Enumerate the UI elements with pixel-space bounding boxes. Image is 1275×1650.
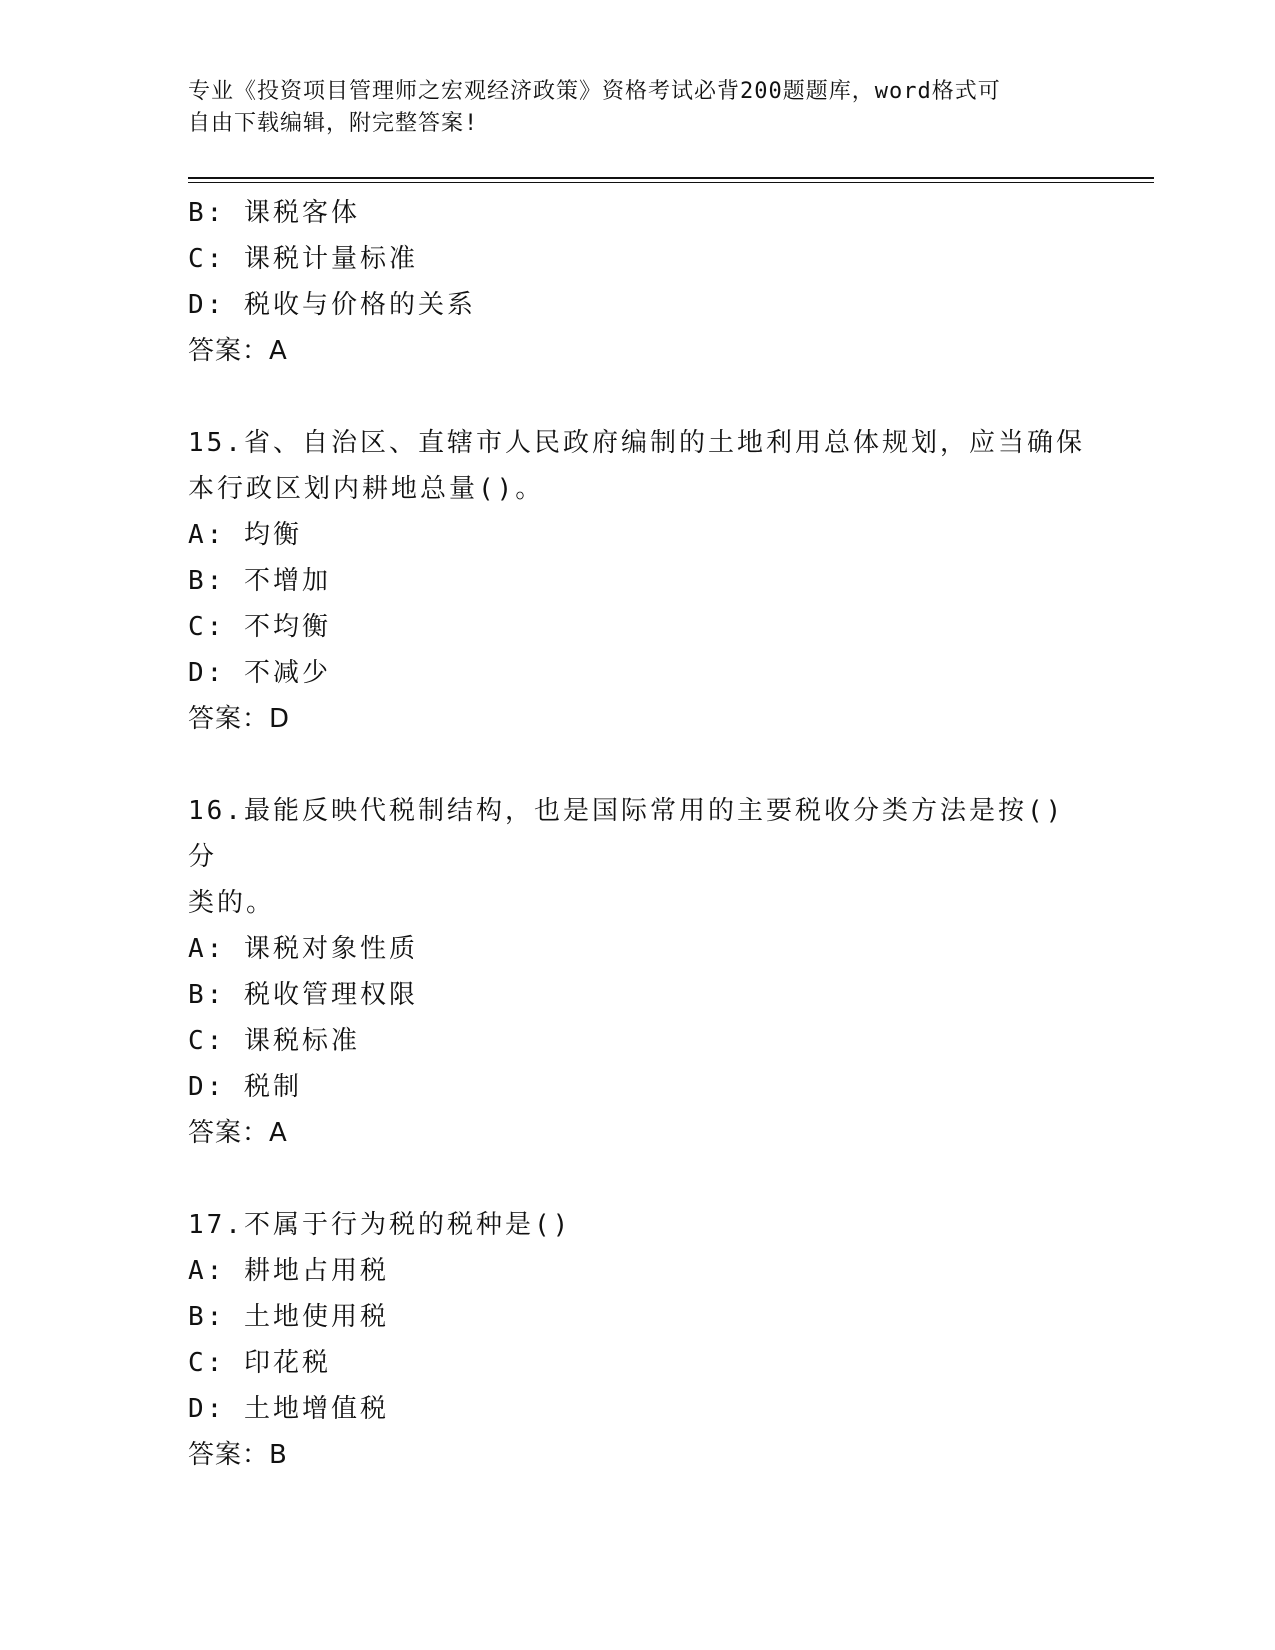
option-b: B: 税收管理权限 [188,980,418,1010]
option-b: B: 课税客体 [188,198,360,228]
question-stem-line-1: 17.不属于行为税的税种是() [188,1210,572,1240]
option-c: C: 不均衡 [188,612,331,642]
header-rule-thick [188,177,1154,179]
question-stem-line-2: 本行政区划内耕地总量()。 [188,474,545,504]
option-d: D: 不减少 [188,658,331,688]
question-block-15 [188,420,1088,742]
spacer [188,1156,1088,1202]
option-b: B: 不增加 [188,566,331,596]
answer-line: 答案：A [188,1118,288,1148]
option-a: A: 均衡 [188,520,302,550]
option-b: B: 土地使用税 [188,1302,389,1332]
question-block-16 [188,788,1088,1156]
spacer [188,742,1088,788]
question-block-17 [188,1202,1088,1478]
option-c: C: 课税标准 [188,1026,360,1056]
option-a: A: 耕地占用税 [188,1256,389,1286]
question-block-14 [188,190,1088,374]
question-list [188,190,1088,1478]
option-d: D: 税制 [188,1072,302,1102]
header-rule-thin [188,182,1154,183]
document-header [188,76,1088,140]
option-c: C: 课税计量标准 [188,244,418,274]
option-a: A: 课税对象性质 [188,934,418,964]
answer-line: 答案：D [188,704,291,734]
answer-line: 答案：B [188,1440,288,1470]
header-line-2: 自由下载编辑，附完整答案! [188,111,479,136]
spacer [188,374,1088,420]
question-stem-line-1: 15.省、自治区、直辖市人民政府编制的土地利用总体规划，应当确保 [188,428,1085,458]
question-stem-line-1: 16.最能反映代税制结构，也是国际常用的主要税收分类方法是按()分 [188,796,1065,872]
option-d: D: 土地增值税 [188,1394,389,1424]
option-c: C: 印花税 [188,1348,331,1378]
option-d: D: 税收与价格的关系 [188,290,476,320]
answer-line: 答案：A [188,336,288,366]
question-stem-line-2: 类的。 [188,888,276,918]
header-line-1: 专业《投资项目管理师之宏观经济政策》资格考试必背200题题库，word格式可 [188,79,1001,104]
